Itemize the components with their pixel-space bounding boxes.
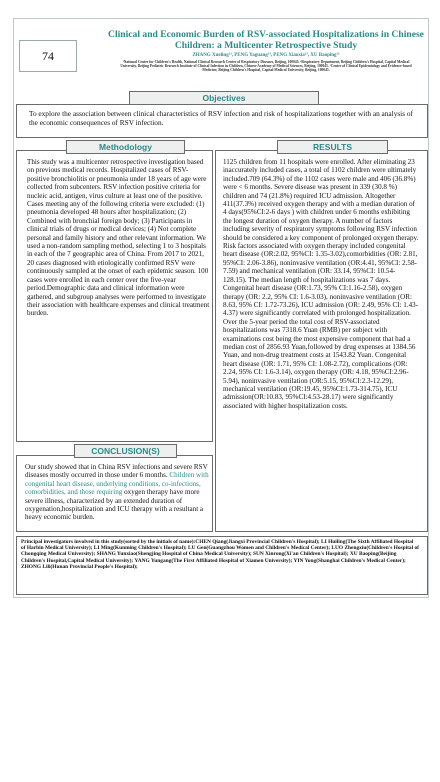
conclusion-text-part1: Our study showed that in China RSV infections and severe RSV diseases mostly occurred in those under 6 months. <box>25 463 208 480</box>
poster-number: 74 <box>19 40 77 72</box>
results-text: 1125 children from 11 hospitals were enrolled. After eliminating 23 inaccurately included cases, a total of 1102 children were ultimately included.709 (64.3%) of the 1102 cases were male and 406 (36.8%) were < 6 months. Severe disease was present in 339 (30.8 %) children and 74 (21.8%) required ICU admission. Altogether 411(37.3%) received oxygen therapy and with a median duration of 4 days(95%CI:2-6 days ) with children under 6 months exhibiting the longest duration of oxygen therapy. A number of factors including severity of respiratory symptoms following RSV infection should be considered a key component of prolonged oxygen therapy. Risk factors associated with oxygen therapy included congenital heart disease (OR:2.02, 95%CI: 1.35-3.02),comorbidities (OR: 2.81, 95%CI: 2.06-3.86), noninvasive ventilation (OR:4.41, 95%CI: 2.58-7.59) and mechanical ventilation (OR: 33.14, 95%CI: 10.54-128.15). The median length of hospitalizations was 7 days. Congenital heart disease (OR:1.73, 95% CI:1.16-2.58), oxygen therapy (OR: 2.2, 95% CI: 1.6-3.03), noninvasive ventilation (OR: 8.63, 95% CI: 1.72-73.26), ICU admission (OR: 2.49, 95% CI: 1.43-4.37) were significantly correlated with prolonged hospitalization. Over the 5-year period the total cost of RSV-associated hospitalizations was 7318.6 Yuan (RMB) per subject with examinations cost being the most expensive component that had a median cost of 2856.93 Yuan,followed by drug expenses at 1384.56 Yuan, and non-drug treatment costs at 1543.82 Yuan. Congenital heart disease (OR: 1.71, 95% CI: 1.08-2.72), complications (OR: 2.24, 95% CI: 1.6-3.14), oxygen therapy (OR: 4.18, 95%CI:2.96-5.94), noninvasive ventilation (OR:5.15, 95%CI:2.3-12.29), mechanical ventilation (OR:19.45, 95%CI:1.73-314.75), ICU admission(OR:10.83, 95%CI:4.53-28.17) were significantly associated with higher hospitalization costs. <box>223 158 419 410</box>
principal-investigators: Principal investigators involved in this study(sorted by the initials of name):CHEN Qiang(Jiangxi Provincial Children's Hospital); LI Huiling(The Sixth Affiliated Hospital of Harbin Medical University); LI Ming(Kunming Children's Hospital); LU Gen(Guangzhou Women and Children's Medical Center); LUO Zhengxiu(Children's Hospital of Chongqing Medical University); SHANG Yunxiao(Shengjing Hospital of China Medical University); SUN Xinrong(Xi'an Children's Hospital); XU Baoping(Beijing Children's Hospital,Capital Medical University); YANG Yungang(The First Affiliated Hospital of Xiamen University); YIN Yong(Shanghai Children's Medical Center); ZHONG Lili(Hunan Provincial People's Hospital); <box>21 539 419 570</box>
methodology-text: This study was a multicenter retrospective investigation based on previous medical records. Hospitalized cases of RSV-positive bronchiolitis or pneumonia under 18 years of age were collected from subcenters. RSV infection positive criteria for nucleic acid, antigen, virus culture at least one of the positive. Cases meeting any of the following criteria were excluded: (1) pneumonia developed 48 hours after hospitalization; (2) Combined with bronchial foreign body; (3) Participants in clinical trials of drugs or medical devices; (4) Not complete personal and family history and other relevant information. We used a non-random sampling method, selecting 1 to 3 hospitals in each of the 7 geographic area of China. From 2017 to 2021, 20 cases diagnosed with etiologically confirmed RSV were continuously sampled at the onset of each epidemic season. 100 cases were enrolled in each center over the five-year period.Demographic data and clinical information were gathered, and subgroup analyses were performed to investigate their association with healthcare expenses and clinical treatment burden. <box>27 158 210 318</box>
conclusion-highlight: Children with congenital heart disease, underlying conditions, co-infections, comorbidities, and those requiring <box>25 471 209 497</box>
poster-title: Clinical and Economic Burden of RSV-associated Hospitalizations in Chinese Children: a Multicenter Retrospective Study <box>108 29 424 51</box>
affiliations: ¹National Center for Children's Health, National Clinical Research Center of Respiratory Diseases, Beijing, 100045. ²Respiratory Department, Beijing Children's Hospital, Capital Medical University, Beijing Pediatric Research Institute of Clinical Infection in Children, Chinese Academy of Medical Sciences, Beijing, 100045. ³Center of Clinical Epidemiology and Evidence-based Medicine, Beijing Children's Hospital, Capital Medical University, Beijing, 100045. <box>120 60 412 73</box>
conclusion-text-part2: oxygen therapy have more severe illness, characterized by an extended duration of oxygenation,hospitalization and ICU therapy with a resultant a heavy economic burden. <box>25 488 204 522</box>
objectives-heading: Objectives <box>129 91 319 105</box>
objectives-text: To explore the association between clinical characteristics of RSV infection and risk of hospitalizations together with an analysis of the economic consequences of RSV infection. <box>29 109 413 127</box>
conclusion-text <box>25 463 210 522</box>
author-list: ZHANG Xueling¹², PENG Yaguang¹³, PENG Xiaoxia¹³, XU Baoping¹² <box>192 53 340 58</box>
methodology-heading: Methodology <box>66 140 185 154</box>
results-heading: RESULTS <box>277 140 388 154</box>
conclusion-heading: CONCLUSION(S) <box>74 444 177 458</box>
